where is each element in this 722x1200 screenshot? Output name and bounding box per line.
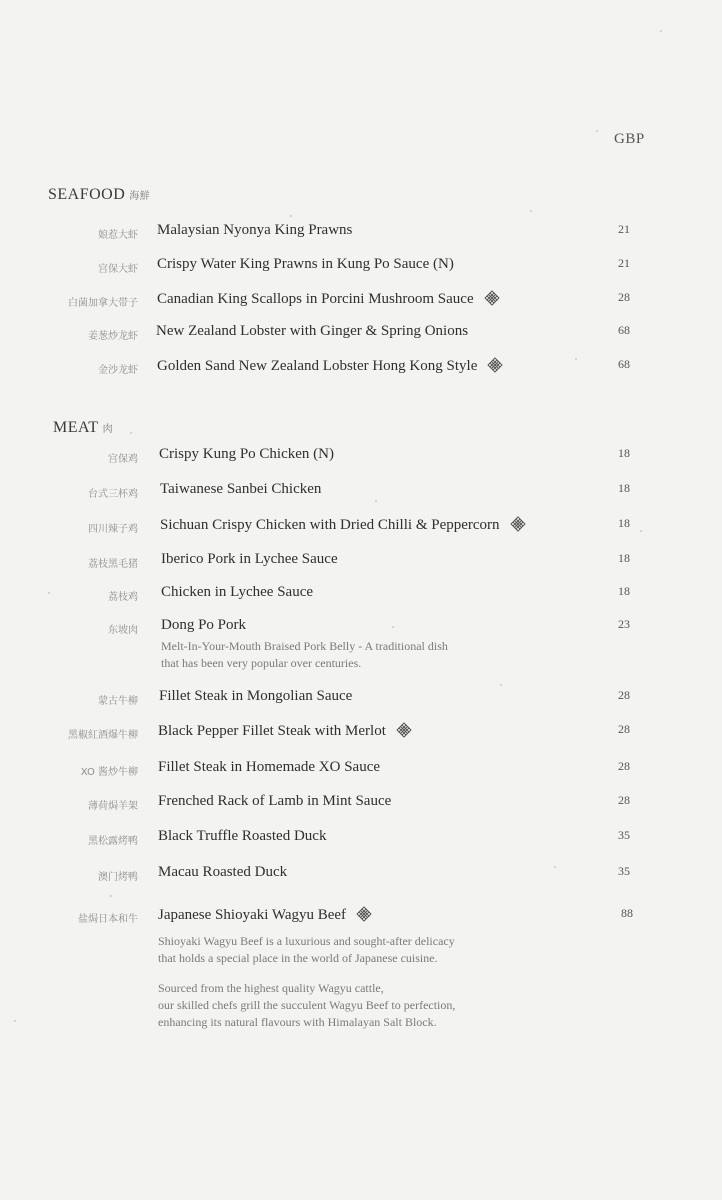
- item-price: 88: [621, 906, 633, 920]
- item-name-cn: 蒙古牛柳: [98, 696, 138, 707]
- description-line: our skilled chefs grill the succulent Wagyu Beef to perfection,: [158, 998, 456, 1012]
- item-name-cn: 台式三杯鸡: [88, 489, 138, 500]
- item-description: [158, 933, 558, 967]
- item-name-en: [158, 722, 412, 740]
- item-name-cn: 白菌加拿大带子: [68, 298, 138, 309]
- lattice-knot-icon: [396, 722, 412, 738]
- item-price: 68: [618, 323, 630, 337]
- item-name-cn: 金沙龙虾: [98, 365, 138, 376]
- lattice-knot-icon: [510, 516, 526, 532]
- item-name-cn: 宫保大虾: [98, 264, 138, 275]
- item-price: 21: [618, 222, 630, 236]
- item-name-en: Black Truffle Roasted Duck: [158, 828, 327, 844]
- item-price: 18: [618, 551, 630, 565]
- item-name-cn: 姜葱炒龙虾: [88, 331, 138, 342]
- item-price: 35: [618, 828, 630, 842]
- item-name-cn: 四川辣子鸡: [88, 524, 138, 535]
- item-name-cn: 娘惹大虾: [98, 230, 138, 241]
- description-line: that has been very popular over centuries.: [161, 656, 362, 670]
- item-name-cn: 黑椒紅酒爆牛柳: [68, 730, 138, 741]
- item-price: 18: [618, 516, 630, 530]
- item-name-text: Sichuan Crispy Chicken with Dried Chilli & Peppercorn: [160, 517, 500, 533]
- item-price: 23: [618, 617, 630, 631]
- item-name-en: [160, 516, 526, 534]
- item-name-cn: 东坡肉: [108, 625, 138, 636]
- item-name-en: New Zealand Lobster with Ginger & Spring Onions: [156, 323, 469, 339]
- item-price: 28: [618, 722, 630, 736]
- item-name-en: Crispy Kung Po Chicken (N): [159, 446, 334, 462]
- item-name-text: Golden Sand New Zealand Lobster Hong Kong Style: [157, 358, 478, 374]
- item-name-en: [158, 906, 372, 924]
- item-name-en: Crispy Water King Prawns in Kung Po Sauce (N): [157, 256, 454, 272]
- item-name-en: Fillet Steak in Mongolian Sauce: [159, 688, 353, 704]
- description-line: that holds a special place in the world of Japanese cuisine.: [158, 951, 438, 965]
- section-title-seafood: [48, 186, 150, 204]
- item-name-en: Iberico Pork in Lychee Sauce: [161, 551, 338, 567]
- lattice-knot-icon: [484, 290, 500, 306]
- section-title-meat: [53, 419, 113, 437]
- item-name-en: Taiwanese Sanbei Chicken: [160, 481, 322, 497]
- item-name-en: Malaysian Nyonya King Prawns: [157, 222, 353, 238]
- item-price: 28: [618, 290, 630, 304]
- item-description: [161, 638, 521, 672]
- item-price: 35: [618, 864, 630, 878]
- item-price: 28: [618, 793, 630, 807]
- item-price: 18: [618, 584, 630, 598]
- item-price: 18: [618, 446, 630, 460]
- item-name-cn: 澳门烤鸭: [98, 872, 138, 883]
- item-name-text: Canadian King Scallops in Porcini Mushroom Sauce: [157, 291, 474, 307]
- item-name-cn: 宫保鸡: [108, 454, 138, 465]
- section-title-cn: 肉: [102, 424, 114, 435]
- item-name-en: Fillet Steak in Homemade XO Sauce: [158, 759, 381, 775]
- description-line: enhancing its natural flavours with Himalayan Salt Block.: [158, 1015, 437, 1029]
- item-name-en: [157, 290, 500, 308]
- item-name-en: Macau Roasted Duck: [158, 864, 288, 880]
- item-name-text: Black Pepper Fillet Steak with Merlot: [158, 723, 386, 739]
- item-price: 21: [618, 256, 630, 270]
- item-name-en: Chicken in Lychee Sauce: [161, 584, 314, 600]
- item-price: 28: [618, 688, 630, 702]
- item-name-cn: 荔枝黑毛猪: [88, 559, 138, 570]
- lattice-knot-icon: [487, 357, 503, 373]
- item-price: 28: [618, 759, 630, 773]
- item-name-cn: 荔枝鸡: [108, 592, 138, 603]
- description-line: Sourced from the highest quality Wagyu cattle,: [158, 981, 384, 995]
- item-name-text: Japanese Shioyaki Wagyu Beef: [158, 907, 347, 923]
- item-name-cn: 黑松露烤鸭: [88, 836, 138, 847]
- description-line: Shioyaki Wagyu Beef is a luxurious and sought-after delicacy: [158, 934, 455, 948]
- item-price: 18: [618, 481, 630, 495]
- section-title-en: SEAFOOD: [48, 186, 126, 203]
- item-name-en: Dong Po Pork: [161, 617, 247, 633]
- item-name-en: [157, 357, 503, 375]
- item-name-cn: 盐焗日本和牛: [78, 914, 138, 925]
- section-title-cn: 海鮮: [129, 191, 151, 202]
- section-title-en: MEAT: [53, 419, 99, 436]
- lattice-knot-icon: [356, 906, 372, 922]
- item-description-detail: [158, 980, 558, 1031]
- item-name-cn: 薄荷焗羊架: [88, 801, 138, 812]
- currency-label: GBP: [614, 131, 645, 147]
- item-name-cn: XO 酱炒牛柳: [80, 767, 138, 778]
- item-name-en: Frenched Rack of Lamb in Mint Sauce: [158, 793, 392, 809]
- description-line: Melt-In-Your-Mouth Braised Pork Belly - A traditional dish: [161, 639, 448, 653]
- item-price: 68: [618, 357, 630, 371]
